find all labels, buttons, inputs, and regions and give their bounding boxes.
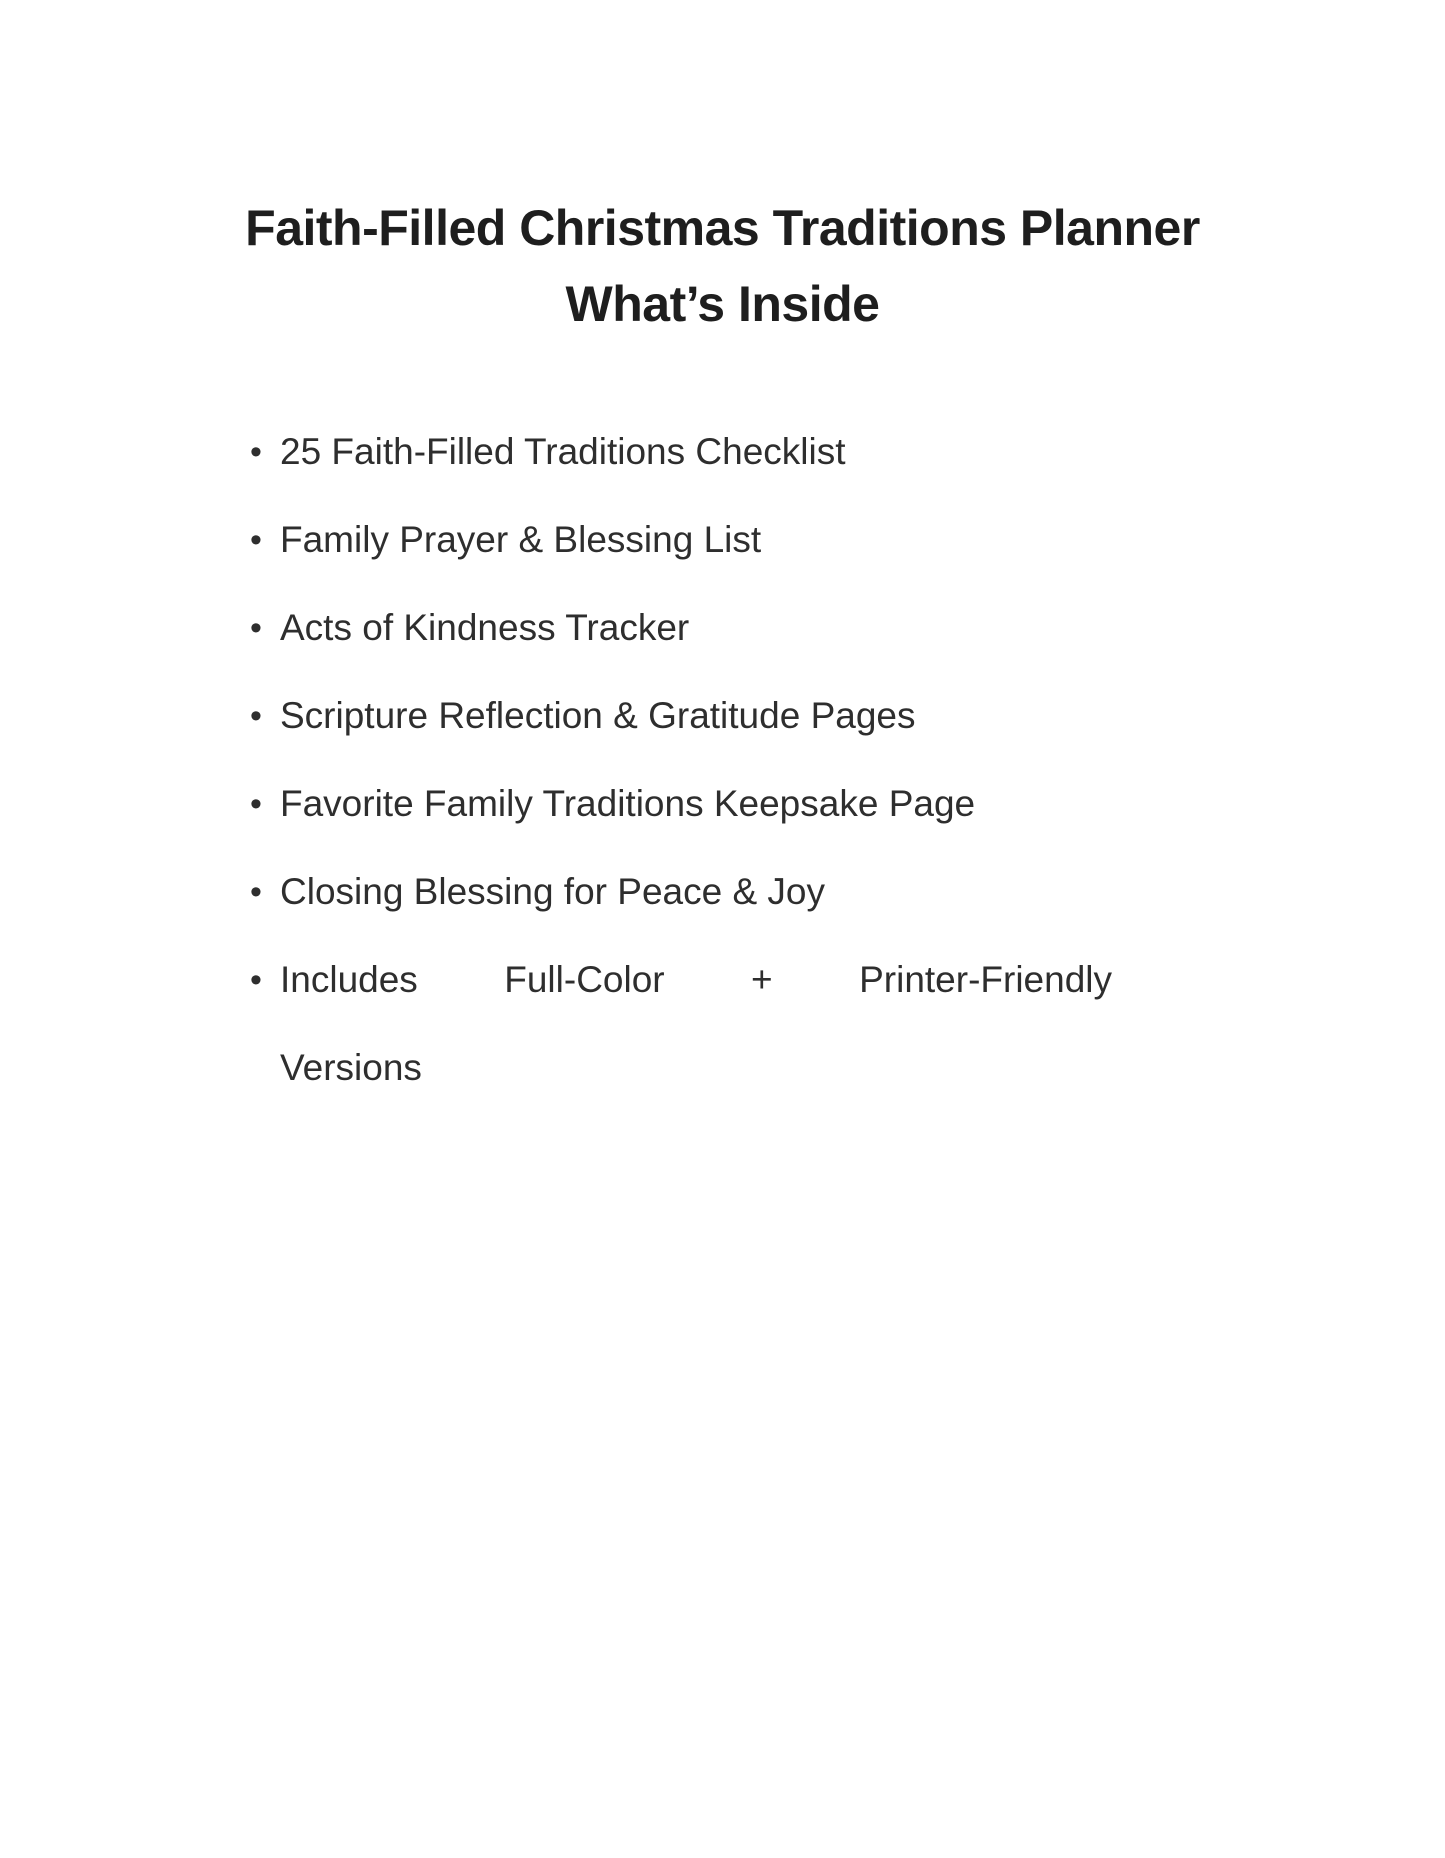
bullet-icon: •: [250, 961, 262, 999]
list-item: [250, 408, 1112, 496]
justified-word: +: [751, 959, 773, 1000]
bullet-icon: •: [250, 873, 262, 911]
page-title-line-1: Faith-Filled Christmas Traditions Planner: [245, 200, 1200, 256]
justified-word: Full-Color: [504, 959, 665, 1000]
list-item-text: Acts of Kindness Tracker: [280, 607, 690, 648]
bullet-icon: •: [250, 521, 262, 559]
list-item-text: Scripture Reflection & Gratitude Pages: [280, 695, 916, 736]
page-title: [0, 190, 1445, 342]
whats-inside-list: [250, 408, 1112, 1112]
page-title-line-2: What’s Inside: [565, 276, 880, 332]
wrapped-line: Versions: [280, 1047, 422, 1088]
list-item: [250, 848, 1112, 936]
justified-line: [280, 936, 1112, 1024]
bullet-icon: •: [250, 785, 262, 823]
bullet-icon: •: [250, 697, 262, 735]
justified-word: Printer-Friendly: [859, 959, 1112, 1000]
list-item: [250, 584, 1112, 672]
list-item-text: Closing Blessing for Peace & Joy: [280, 871, 825, 912]
list-item-text: 25 Faith-Filled Traditions Checklist: [280, 431, 846, 472]
bullet-icon: •: [250, 433, 262, 471]
list-item: [250, 672, 1112, 760]
list-item: [250, 760, 1112, 848]
list-item-justified: [250, 936, 1112, 1112]
list-item: [250, 496, 1112, 584]
list-item-text: Family Prayer & Blessing List: [280, 519, 762, 560]
list-item-text: Favorite Family Traditions Keepsake Page: [280, 783, 976, 824]
justified-word: Includes: [280, 959, 418, 1000]
list-item-text: [280, 936, 1112, 1112]
bullet-icon: •: [250, 609, 262, 647]
